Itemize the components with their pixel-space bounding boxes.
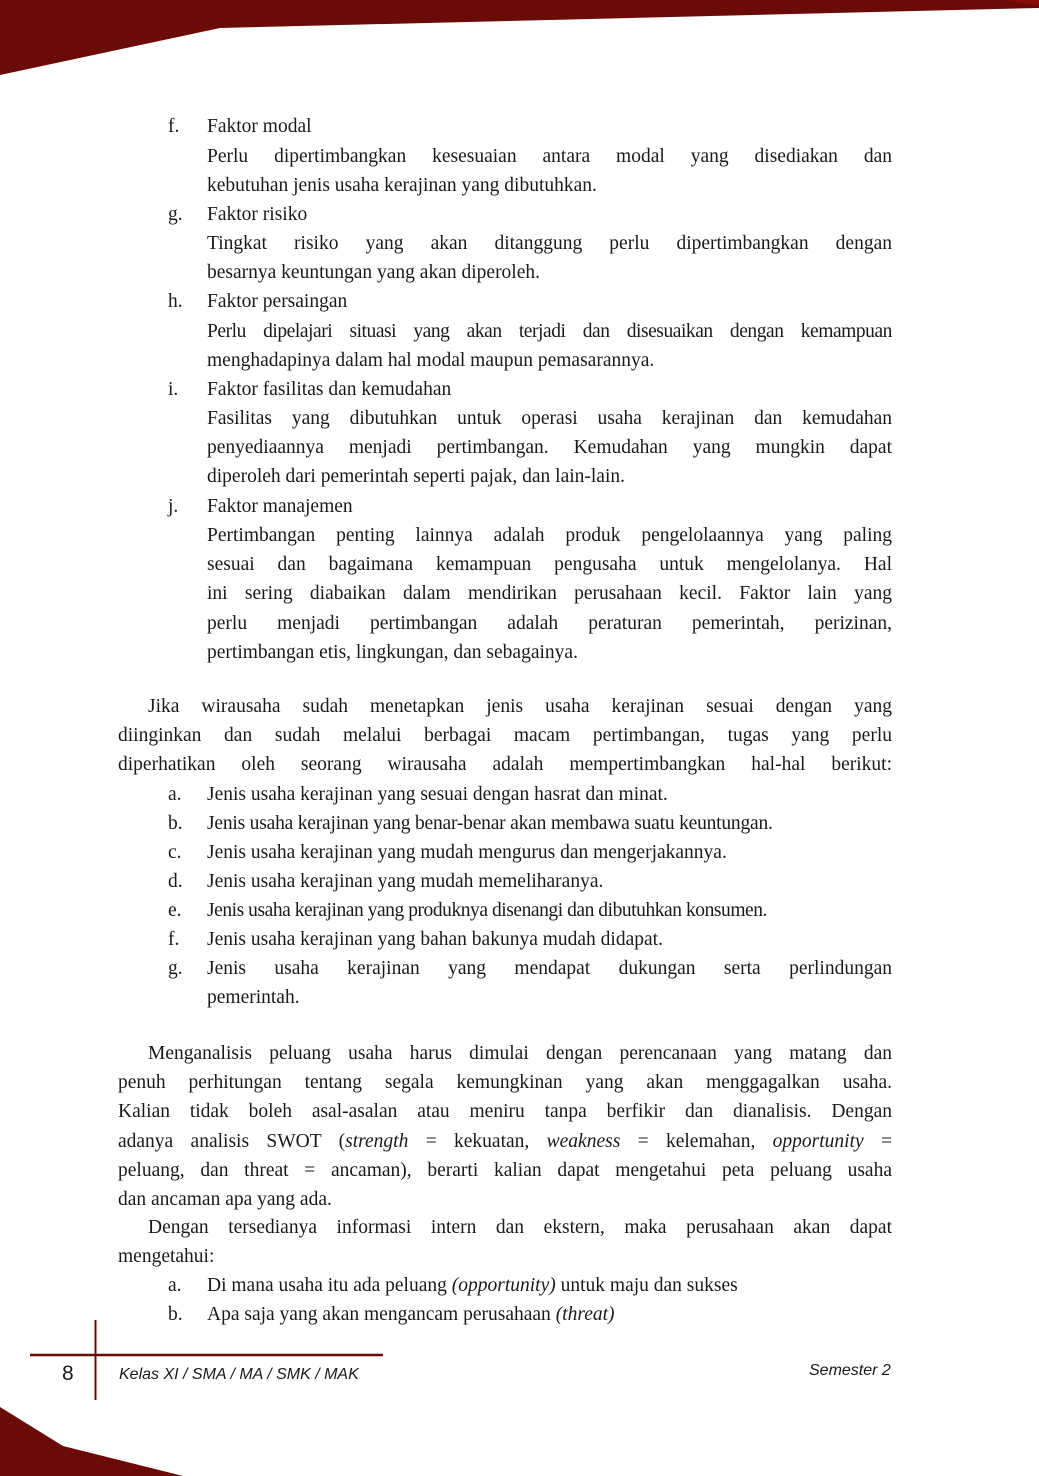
factor-title: Faktor risiko: [207, 204, 308, 225]
list-marker: g.: [168, 204, 183, 225]
paragraph-information-intro: Dengan tersedianya informasi intern dan ekstern, maka perusahaan akan dapat mengetahui:: [118, 1217, 892, 1268]
term-opportunity: opportunity: [772, 1130, 864, 1152]
factor-title: Faktor fasilitas dan kemudahan: [207, 379, 452, 400]
footer-class-label: Kelas XI / SMA / MA / SMK / MAK: [119, 1366, 359, 1383]
paragraph-considerations-intro: Jika wirausaha sudah menetapkan jenis usaha kerajinan sesuai dengan yang diinginkan dan sudah melalui berbagai macam pertimbangan, tugas yang perlu diperhatikan oleh seorang wirausaha adalah mempertimbangkan hal-hal berikut:: [118, 696, 892, 776]
factor-description: Perlu dipertimbangkan kesesuaian antara modal yang disediakan dan kebutuhan jenis usaha kerajinan yang dibutuhkan.: [207, 146, 892, 197]
factor-title: Faktor modal: [207, 116, 312, 137]
factor-description: Fasilitas yang dibutuhkan untuk operasi usaha kerajinan dan kemudahan penyediaannya menjadi pertimbangan. Kemudahan yang mungkin dapat diperoleh dari pemerintah seperti pajak, dan lain-lain.: [207, 408, 892, 488]
list-marker: j.: [168, 496, 179, 517]
term-weakness: weakness: [546, 1130, 621, 1152]
page-number: 8: [62, 1362, 74, 1385]
factor-description: Tingkat risiko yang akan ditanggung perlu dipertimbangkan dengan besarnya keuntungan yang akan diperoleh.: [207, 233, 892, 284]
paragraph-swot-analysis: Menganalisis peluang usaha harus dimulai dengan perencanaan yang matang dan penuh perhitungan tentang segala kemungkinan yang akan menggagalkan usaha. Kalian tidak boleh asal-asalan atau meniru tanpa berfikir dan dianalisis. Dengan adanya analisis SWOT (strength = kekuatan, weakness = kelemahan, opportunity = peluang, dan threat = ancaman), berarti kalian dapat mengetahui peta peluang usaha dan ancaman apa yang ada.: [118, 1043, 893, 1211]
term-strength: strength: [345, 1130, 409, 1152]
factor-title: Faktor persaingan: [207, 291, 348, 312]
factor-title: Faktor manajemen: [207, 496, 353, 517]
factor-description: Perlu dipelajari situasi yang akan terjadi dan disesuaikan dengan kemampuan menghadapinya dalam hal modal maupun pemasarannya.: [207, 321, 892, 372]
factor-description: Pertimbangan penting lainnya adalah produk pengelolaannya yang paling sesuai dan bagaimana kemampuan pengusaha untuk mengelolanya. Hal ini sering diabaikan dalam mendirikan perusahaan kecil. Faktor lain yang perlu menjadi pertimbangan adalah peraturan pemerintah, perizinan, pertimbangan etis, lingkungan, dan sebagainya.: [207, 525, 892, 663]
list-marker: f.: [168, 116, 180, 137]
top-banner-shape: [0, 0, 1039, 80]
list-marker: i.: [168, 379, 179, 400]
list-marker: h.: [168, 291, 183, 312]
footer-semester-label: Semester 2: [809, 1362, 891, 1379]
